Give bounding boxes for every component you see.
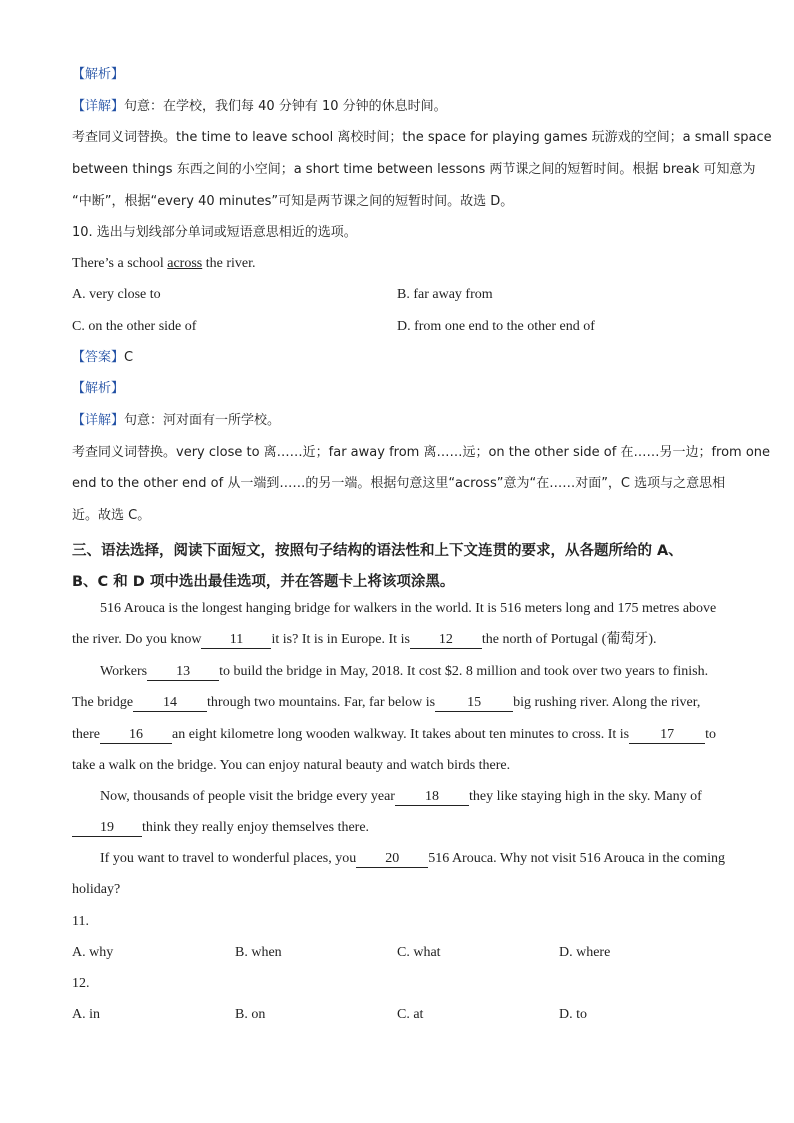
- passage-line-6: take a walk on the bridge. You can enjoy natural beauty and watch birds there.: [72, 758, 511, 773]
- q9-detail: [72, 97, 722, 117]
- q12-option-b: B. on: [235, 1007, 266, 1022]
- q10-sentence-before: There’s a school: [72, 256, 168, 271]
- q10-answer-value: C: [124, 350, 134, 365]
- passage-text: 516 Arouca. Why not visit 516 Arouca in the coming: [428, 851, 726, 866]
- q10-stem: 10. 选出与划线部分单词或短语意思相近的选项。: [72, 225, 357, 240]
- passage-text: the river. Do you know: [72, 632, 202, 647]
- passage-text: The bridge: [72, 695, 134, 710]
- q11-option-c: C. what: [397, 945, 441, 960]
- passage-text: Workers: [100, 664, 148, 679]
- section-3-heading-line-2: B、C 和 D 项中选出最佳选项，并在答题卡上将该项涂黑。: [72, 574, 455, 590]
- passage-text: the north of Portugal (葡萄牙).: [481, 632, 657, 647]
- q9-explanation-line-1: 考查同义词替换。the time to leave school 离校时间；the space for playing games 玩游戏的空间；a small space: [72, 130, 772, 145]
- q10-explanation-line-3: 近。故选 C。: [72, 508, 151, 523]
- q10-explanation-line-2: end to the other end of 从一端到……的另一端。根据句意这里“across”意为“在……对面”，C 选项与之意思相: [72, 476, 726, 491]
- passage-line-2: [72, 630, 722, 650]
- passage-text: they like staying high in the sky. Many of: [468, 789, 702, 804]
- q10-detail-text: 句意：河对面有一所学校。: [124, 413, 281, 428]
- q9-analysis-label: 【解析】: [72, 67, 125, 82]
- q9-detail-label: 【详解】: [72, 99, 125, 114]
- passage-line-3: [72, 662, 722, 682]
- q10-sentence: [72, 254, 722, 274]
- section-3-heading-line-1: 三、语法选择，阅读下面短文，按照句子结构的语法性和上下文连贯的要求，从各题所给的 A、: [72, 543, 683, 559]
- passage-text: big rushing river. Along the river,: [513, 695, 701, 710]
- passage-line-7: [72, 787, 722, 807]
- blank-11: 11: [201, 632, 271, 649]
- q10-option-c: C. on the other side of: [72, 319, 197, 334]
- passage-text: If you want to travel to wonderful places, you: [100, 851, 357, 866]
- q12-option-c: C. at: [397, 1007, 424, 1022]
- q12-option-d: D. to: [559, 1007, 587, 1022]
- blank-20: 20: [356, 851, 428, 868]
- blank-16: 16: [100, 727, 172, 744]
- q12-option-a: A. in: [72, 1007, 100, 1022]
- q12-number: 12.: [72, 976, 90, 991]
- passage-line-9: [72, 849, 726, 869]
- q11-option-b: B. when: [235, 945, 282, 960]
- passage-line-5: [72, 725, 722, 745]
- passage-text: there: [72, 727, 100, 742]
- q10-detail: [72, 411, 722, 431]
- blank-15: 15: [435, 695, 513, 712]
- q9-explanation-line-3: “中断”，根据“every 40 minutes”可知是两节课之间的短暂时间。故选 D。: [72, 194, 514, 209]
- q10-answer: [72, 348, 722, 368]
- passage-text: an eight kilometre long wooden walkway. It takes about ten minutes to cross. It is: [171, 727, 630, 742]
- blank-13: 13: [147, 664, 219, 681]
- q10-option-d: D. from one end to the other end of: [397, 319, 595, 334]
- q11-number: 11.: [72, 914, 89, 929]
- blank-17: 17: [629, 727, 705, 744]
- blank-12: 12: [410, 632, 482, 649]
- q11-option-a: A. why: [72, 945, 114, 960]
- passage-text: Now, thousands of people visit the bridge every year: [100, 789, 395, 804]
- blank-19: 19: [72, 820, 142, 837]
- passage-text: to build the bridge in May, 2018. It cost $2. 8 million and took over two years to finish.: [219, 664, 709, 679]
- q10-analysis-label: 【解析】: [72, 381, 125, 396]
- passage-line-1: 516 Arouca is the longest hanging bridge for walkers in the world. It is 516 meters long and 175 metres above: [100, 601, 717, 616]
- blank-14: 14: [133, 695, 207, 712]
- passage-text: to: [705, 727, 716, 742]
- q9-detail-text: 句意：在学校，我们每 40 分钟有 10 分钟的休息时间。: [124, 99, 447, 114]
- passage-line-8: [72, 818, 722, 838]
- q10-explanation-line-1: 考查同义词替换。very close to 离……近；far away from 离……远；on the other side of 在……另一边；from one: [72, 445, 771, 460]
- q10-detail-label: 【详解】: [72, 413, 125, 428]
- q10-answer-label: 【答案】: [72, 350, 125, 365]
- passage-text: it is? It is in Europe. It is: [271, 632, 410, 647]
- blank-18: 18: [395, 789, 469, 806]
- passage-text: think they really enjoy themselves there.: [142, 820, 370, 835]
- q10-sentence-after: the river.: [202, 256, 256, 271]
- q11-option-d: D. where: [559, 945, 611, 960]
- passage-line-10: holiday?: [72, 882, 121, 897]
- passage-line-4: [72, 693, 722, 713]
- q10-underlined-word: across: [167, 256, 203, 271]
- q10-option-a: A. very close to: [72, 287, 161, 302]
- q9-explanation-line-2: between things 东西之间的小空间；a short time between lessons 两节课之间的短暂时间。根据 break 可知意为: [72, 162, 756, 177]
- q10-option-b: B. far away from: [397, 287, 493, 302]
- passage-text: through two mountains. Far, far below is: [207, 695, 436, 710]
